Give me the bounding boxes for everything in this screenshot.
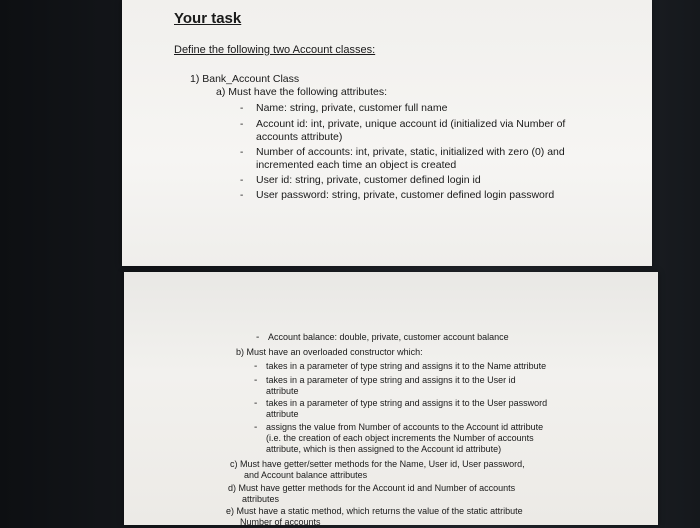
bullet-dash: -	[240, 147, 244, 158]
page-title: Your task	[174, 10, 242, 27]
attribute-item: User id: string, private, customer defined login id	[256, 174, 481, 186]
constructor-item: takes in a parameter of type string and assigns it to the User password	[266, 398, 548, 408]
constructor-item-continued: attribute	[266, 409, 299, 419]
subsection-heading: a) Must have the following attributes:	[216, 86, 388, 98]
bullet-dash: -	[256, 332, 260, 343]
constructor-item: takes in a parameter of type string and assigns it to the User id	[266, 375, 516, 385]
bullet-dash: -	[240, 175, 244, 186]
attribute-item: Account balance: double, private, customer account balance	[268, 332, 509, 342]
attribute-item: Name: string, private, customer full name	[256, 102, 448, 114]
bullet-dash: -	[254, 361, 258, 372]
bullet-dash: -	[240, 119, 244, 130]
constructor-item: takes in a parameter of type string and assigns it to the Name attribute	[266, 361, 547, 371]
bullet-dash: -	[254, 398, 258, 409]
subsection-heading-continued: attributes	[242, 494, 280, 504]
task-subtitle: Define the following two Account classes:	[174, 44, 376, 56]
subsection-heading: c) Must have getter/setter methods for the Name, User id, User password,	[230, 459, 525, 469]
attribute-item: Account id: int, private, unique account id (initialized via Number of	[256, 118, 566, 130]
section-heading: 1) Bank_Account Class	[190, 73, 300, 85]
bullet-dash: -	[240, 103, 244, 114]
constructor-item-continued: attribute, which is then assigned to the Account id attribute)	[266, 444, 502, 454]
subsection-heading: e) Must have a static method, which returns the value of the static attribute	[226, 506, 523, 516]
bullet-dash: -	[254, 375, 258, 386]
bullet-dash: -	[254, 422, 258, 433]
subsection-heading: d) Must have getter methods for the Account id and Number of accounts	[228, 483, 516, 493]
attribute-item: User password: string, private, customer defined login password	[256, 189, 555, 201]
document-page-2	[124, 272, 658, 525]
constructor-item-continued: (i.e. the creation of each object increments the Number of accounts	[266, 433, 534, 443]
subsection-heading-continued: and Account balance attributes	[244, 470, 368, 480]
subsection-heading-continued: Number of accounts	[240, 517, 321, 527]
constructor-item-continued: attribute	[266, 386, 299, 396]
bullet-dash: -	[240, 190, 244, 201]
subsection-heading: b) Must have an overloaded constructor which:	[236, 347, 423, 357]
attribute-item-continued: incremented each time an object is created	[256, 159, 457, 171]
attribute-item-continued: accounts attribute)	[256, 131, 343, 143]
document-page-1	[122, 0, 652, 266]
attribute-item: Number of accounts: int, private, static, initialized with zero (0) and	[256, 146, 565, 158]
constructor-item: assigns the value from Number of accounts to the Account id attribute	[266, 422, 544, 432]
